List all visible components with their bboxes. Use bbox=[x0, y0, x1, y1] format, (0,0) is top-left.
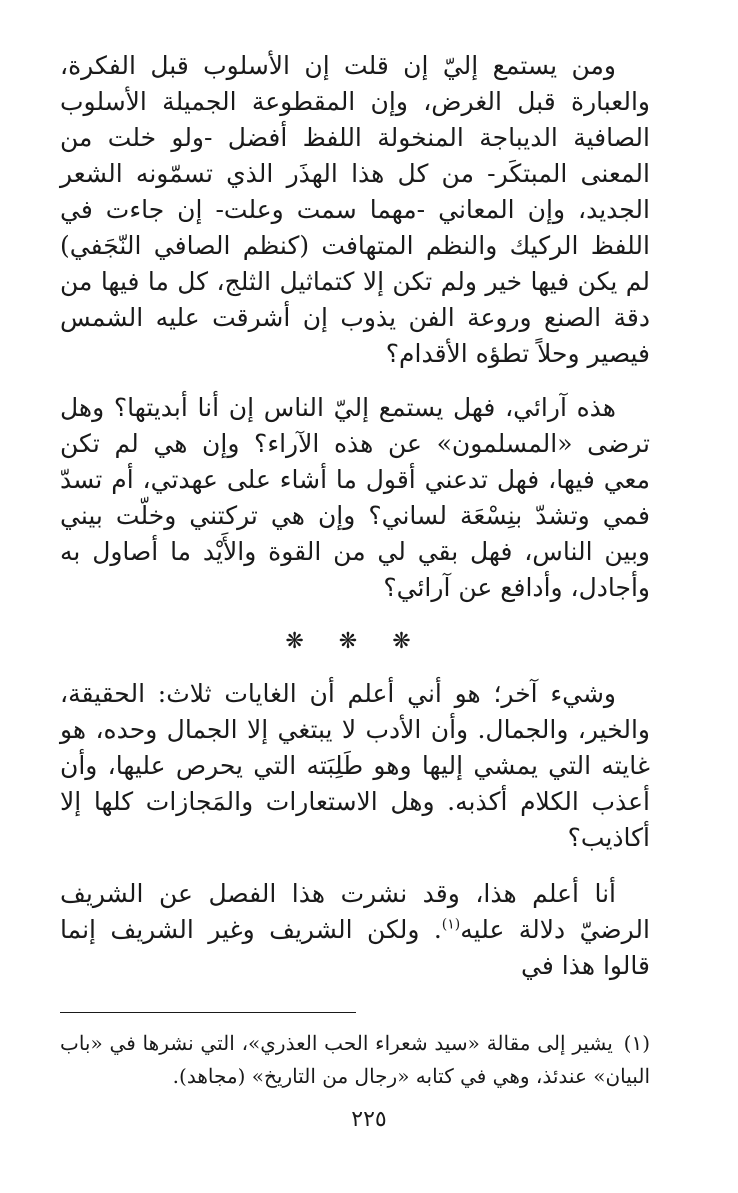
paragraph-1: ومن يستمع إليّ إن قلت إن الأسلوب قبل الفكرة، والعبارة قبل الغرض، وإن المقطوعة الجميلة الأسلوب الصافية الديباجة المنخولة اللفظ أفضل -ولو خلت من المعنى المبتكَر- من كل هذا الهذَر الذي تسمّونه الشعر الجديد، وإن المعاني -مهما سمت وعلت- إن جاءت في اللفظ الركيك والنظم المتهافت (كنظم الصافي النّجَفي) لم يكن فيها خير ولم تكن إلا كتماثيل الثلج، كل ما فيها من دقة الصنع وروعة الفن يذوب إن أشرقت عليه الشمس فيصير وحلاً تطؤه الأقدام؟ bbox=[60, 51, 650, 368]
paragraph-3: وشيء آخر؛ هو أني أعلم أن الغايات ثلاث: الحقيقة، والخير، والجمال. وأن الأدب لا يبتغي إلا الجمال وحده، هو غايته التي يمشي إليها وهو طَلِبَته التي يحرص عليها، وأن أعذب الكلام أكذبه. وهل الاستعارات والمَجازات كلها إلا أكاذيب؟ bbox=[60, 679, 650, 852]
section-separator: ❋ ❋ ❋ bbox=[285, 629, 425, 654]
paragraph-4 bbox=[60, 876, 650, 984]
paragraph-4-text-cont: . ولكن الشريف وغير الشريف إنما قالوا هذا في bbox=[60, 915, 650, 980]
page-number: ٢٢٥ bbox=[351, 1107, 387, 1132]
paragraph-2: هذه آرائي، فهل يستمع إليّ الناس إن أنا أبديتها؟ وهل ترضى «المسلمون» عن هذه الآراء؟ وإن هي لم تكن معي فيها، فهل تدعني أقول ما أشاء على عهدتي، أم تسدّ فمي وتشدّ بنِسْعَة لساني؟ وإن هي تركتني وخلّت بيني وبين الناس، فهل بقي لي من القوة والأَيْد ما أصاول به وأجادل، وأدافع عن آرائي؟ bbox=[60, 393, 650, 602]
footnote-reference[interactable]: (١) bbox=[441, 916, 461, 933]
footnote-text: يشير إلى مقالة «سيد شعراء الحب العذري»، التي نشرها في «باب البيان» عندئذ، وهي في كتابه «رجال من التاريخ» (مجاهد). bbox=[60, 1031, 650, 1088]
footnote bbox=[60, 1027, 650, 1093]
paragraph-4-text: أنا أعلم هذا، وقد نشرت هذا الفصل عن الشريف الرضيّ دلالة عليه bbox=[60, 879, 650, 944]
footnote-number: (١) bbox=[623, 1031, 650, 1055]
page-body bbox=[60, 48, 650, 1093]
footnote-divider bbox=[60, 1012, 356, 1013]
footnote-divider-wrap bbox=[60, 1012, 650, 1013]
